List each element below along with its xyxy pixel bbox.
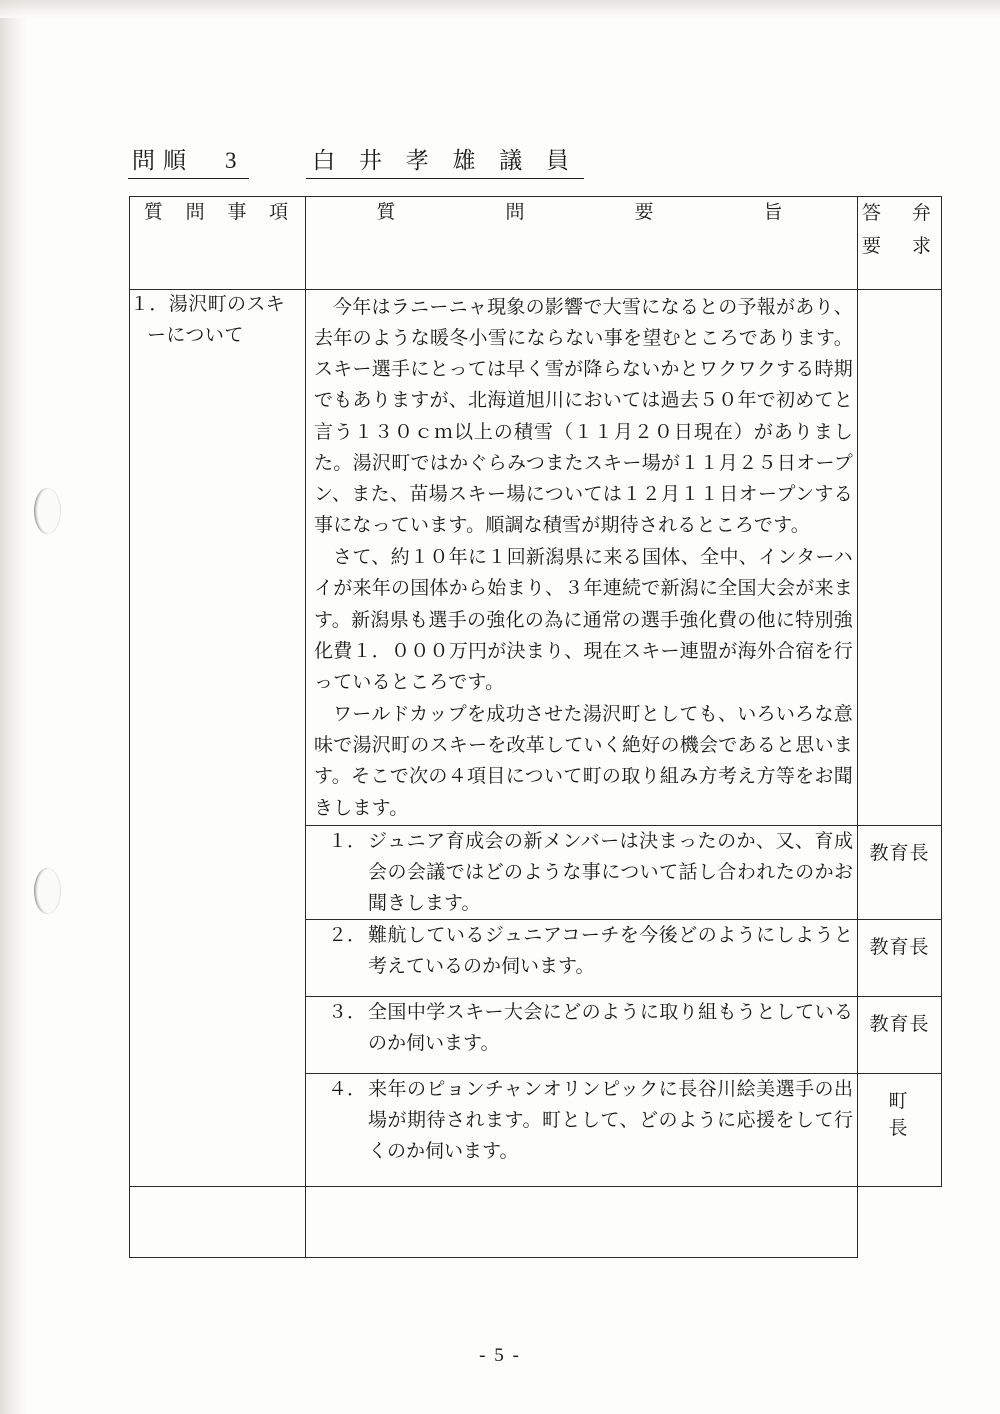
hole-punch-mark bbox=[34, 868, 61, 914]
table-row-trailing bbox=[130, 1187, 942, 1258]
page-heading bbox=[128, 142, 584, 179]
summary-paragraph: さて、約１０年に１回新潟県に来る国体、全中、インターハイが来年の国体から始まり、３年連続で新潟に全国大会が来ます。新潟県も選手の強化の為に通常の選手強化費の他に特別強化費１．０００万円が決まり、現在スキー連盟が海外合宿を行っているところです。 bbox=[314, 547, 853, 693]
question-cell bbox=[306, 825, 858, 919]
topic-line-2: ーについて bbox=[147, 324, 244, 346]
topic-text bbox=[130, 290, 305, 352]
question-cell bbox=[306, 997, 858, 1074]
answer-cell-empty bbox=[306, 1187, 858, 1258]
scan-edge-shadow-top bbox=[0, 0, 1000, 18]
member-name: 白 井 孝 雄 議 員 bbox=[306, 142, 584, 179]
topic-cell bbox=[130, 290, 306, 1187]
hole-punch-mark bbox=[34, 488, 61, 534]
list-item bbox=[306, 826, 857, 919]
question-list bbox=[306, 997, 857, 1059]
table-header-row bbox=[130, 197, 942, 290]
table-row-main bbox=[130, 290, 942, 826]
answer-cell-empty bbox=[858, 290, 942, 826]
question-text: 来年のピョンチャンオリンピックに長谷川絵美選手の出場が期待されます。町として、どのように応援をして行くのか伺います。 bbox=[368, 1079, 853, 1163]
list-item bbox=[306, 997, 857, 1059]
question-text: ジュニア育成会の新メンバーは決まったのか、又、育成会の会議ではどのような事について話し合われたのかお聞きします。 bbox=[368, 830, 853, 914]
question-list bbox=[306, 826, 857, 919]
page-number: - 5 - bbox=[479, 1345, 521, 1366]
header-question-topic: 質 問 事 項 bbox=[130, 197, 306, 290]
header-question-summary: 質 問 要 旨 bbox=[306, 197, 858, 290]
question-cell bbox=[306, 1074, 858, 1187]
summary-paragraph: ワールドカップを成功させた湯沢町としても、いろいろな意味で湯沢町のスキーを改革していく絶好の機会であると思います。そこで次の４項目について町の取り組み方考え方等をお聞きします。 bbox=[314, 704, 853, 819]
header-answer-request-line1: 答 弁 bbox=[861, 203, 937, 224]
question-list bbox=[306, 1074, 857, 1167]
summary-paragraphs-cell bbox=[306, 290, 858, 826]
topic-line-1: １．湯沢町のスキ bbox=[130, 294, 286, 315]
header-answer-request bbox=[858, 197, 942, 290]
question-number: １． bbox=[328, 830, 367, 852]
summary-paragraph: 今年はラニーニャ現象の影響で大雪になるとの予報があり、去年のような暖冬小雪にならない事を望むところであります。スキー選手にとっては早く雪が降らないかとワクワクする時期でもありますが、北海道旭川においては過去５０年で初めてと言う１３０ｃｍ以上の積雪（１１月２０日現在）がありました。湯沢町ではかぐらみつまたスキー場が１１月２５日オープン、また、苗場スキー場については１２月１１日オープンする事になっています。順調な積雪が期待されるところです。 bbox=[314, 297, 853, 537]
question-number: ４． bbox=[328, 1079, 367, 1101]
answer-request-value: 町 長 bbox=[888, 1091, 949, 1140]
scan-edge-shadow bbox=[0, 0, 26, 1414]
answer-cell bbox=[858, 920, 942, 997]
summary-cell-empty bbox=[130, 1187, 306, 1258]
header-answer-request-line2: 要 求 bbox=[861, 236, 937, 258]
question-order-label: 問順 3 bbox=[128, 142, 249, 179]
answer-request-value: 教育長 bbox=[869, 937, 930, 959]
question-list bbox=[306, 920, 857, 982]
question-number: ３． bbox=[328, 1002, 367, 1024]
question-cell bbox=[306, 920, 858, 997]
answer-cell bbox=[858, 825, 942, 919]
question-text: 全国中学スキー大会にどのように取り組もうとしているのか伺います。 bbox=[368, 1002, 853, 1055]
question-text: 難航しているジュニアコーチを今後どのようにしようと考えているのか伺います。 bbox=[368, 925, 853, 978]
list-item bbox=[306, 1074, 857, 1167]
question-table bbox=[129, 196, 949, 1258]
answer-cell bbox=[858, 997, 942, 1074]
question-number: ２． bbox=[328, 925, 367, 947]
answer-cell bbox=[858, 1074, 949, 1187]
list-item bbox=[306, 920, 857, 982]
answer-request-value: 教育長 bbox=[869, 1014, 930, 1036]
answer-request-value: 教育長 bbox=[869, 842, 930, 864]
